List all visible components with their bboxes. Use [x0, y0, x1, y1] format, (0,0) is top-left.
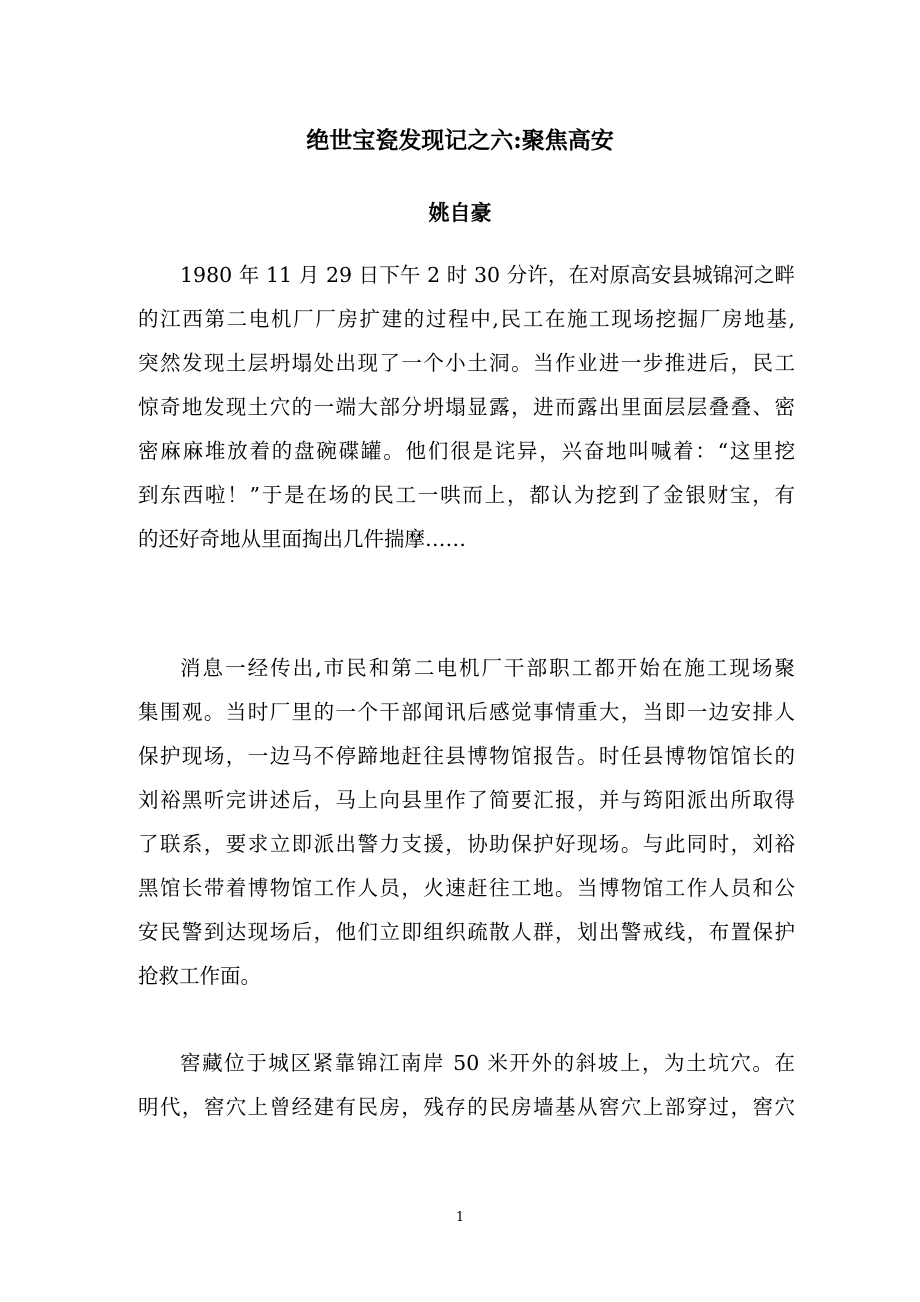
- text-line: 安民警到达现场后，他们立即组织疏散人群，划出警戒线，布置保护: [138, 920, 795, 944]
- text-line: 抢救工作面。: [138, 964, 261, 988]
- text-line: 集围观。当时厂里的一个干部闻讯后感觉事情重大，当即一边安排人: [138, 700, 795, 724]
- text-line: 明代，窖穴上曾经建有民房，残存的民房墙基从窖穴上部穿过，窖穴: [138, 1095, 795, 1119]
- paragraph: [138, 1041, 795, 1129]
- text-line: 1980 年 11 月 29 日下午 2 时 30 分许，在对原高安县城锦河之畔: [180, 263, 795, 287]
- text-line: 密麻麻堆放着的盘碗碟罐。他们很是诧异，兴奋地叫喊着：“这里挖: [138, 439, 795, 463]
- text-line: 黑馆长带着博物馆工作人员，火速赶往工地。当博物馆工作人员和公: [138, 876, 795, 900]
- text-line: 的还好奇地从里面掏出几件揣摩……: [138, 527, 466, 551]
- text-line: 到东西啦！”于是在场的民工一哄而上，都认为挖到了金银财宝，有: [138, 483, 795, 507]
- text-line: 刘裕黑听完讲述后，马上向县里作了简要汇报，并与筠阳派出所取得: [138, 788, 795, 812]
- text-line: 的江西第二电机厂厂房扩建的过程中,民工在施工现场挖掘厂房地基,: [138, 307, 795, 331]
- text-line: 消息一经传出,市民和第二电机厂干部职工都开始在施工现场聚: [180, 656, 795, 680]
- document-author: 姚自豪: [428, 200, 492, 225]
- text-line: 突然发现土层坍塌处出现了一个小土洞。当作业进一步推进后，民工: [138, 351, 795, 375]
- paragraph: [138, 253, 795, 561]
- text-line: 保护现场，一边马不停蹄地赶往县博物馆报告。时任县博物馆馆长的: [138, 744, 795, 768]
- paragraph: [138, 646, 795, 998]
- page-number: 1: [455, 1210, 465, 1225]
- text-line: 了联系，要求立即派出警力支援，协助保护好现场。与此同时，刘裕: [138, 832, 795, 856]
- text-line: 惊奇地发现土穴的一端大部分坍塌显露，进而露出里面层层叠叠、密: [138, 395, 795, 419]
- document-title: 绝世宝瓷发现记之六:聚焦高安: [306, 127, 614, 154]
- text-line: 窖藏位于城区紧靠锦江南岸 50 米开外的斜坡上，为土坑穴。在: [180, 1051, 795, 1075]
